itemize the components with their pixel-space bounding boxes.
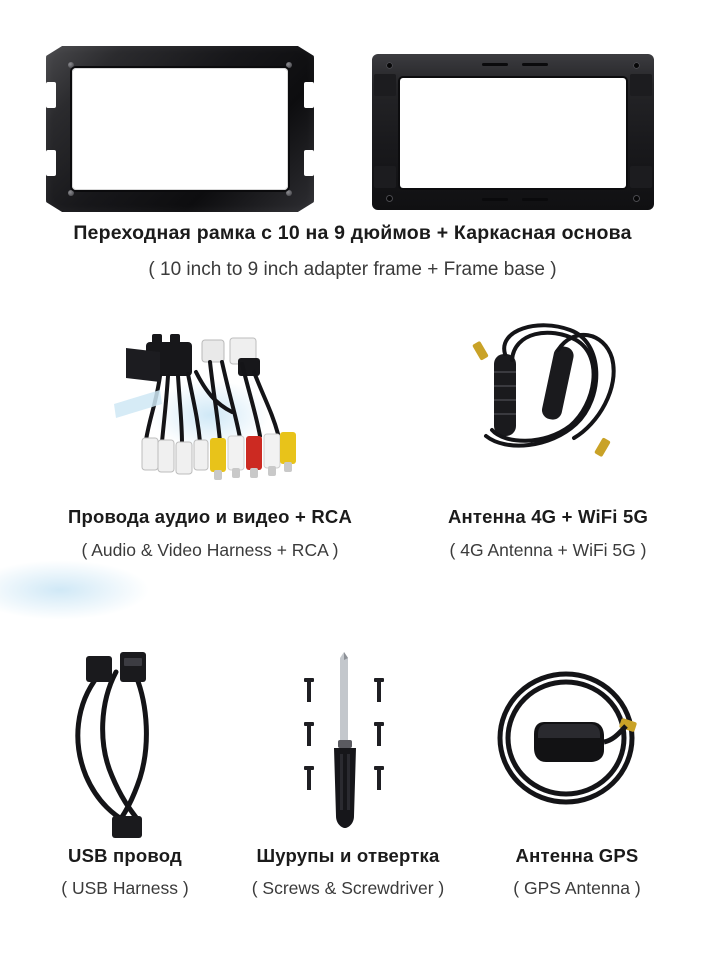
screws-screwdriver-label-en: ( Screws & Screwdriver ) <box>251 878 445 898</box>
antenna-4g-wifi-label-ru: Антенна 4G + WiFi 5G <box>447 506 649 527</box>
adapter-frame-label-ru: Переходная рамка с 10 на 9 дюймов + Каркасная основа <box>73 222 632 244</box>
item-gps-antenna <box>462 630 692 899</box>
audio-video-harness-label-ru: Провода аудио и видео + RCA <box>67 506 353 527</box>
section-harness-antenna <box>0 312 705 602</box>
frame-base-image <box>372 54 654 210</box>
section-accessories <box>0 630 705 970</box>
item-audio-video-harness <box>10 312 410 561</box>
item-antenna-4g-wifi <box>398 312 698 561</box>
frames-images <box>0 22 705 202</box>
antenna-4g-wifi-label-en: ( 4G Antenna + WiFi 5G ) <box>449 540 647 560</box>
adapter-frame-image <box>46 46 314 212</box>
gps-antenna-image <box>462 630 692 845</box>
usb-harness-label-en: ( USB Harness ) <box>61 878 189 898</box>
screws-screwdriver-image <box>228 630 468 845</box>
item-usb-harness <box>20 630 230 899</box>
section-frames <box>0 0 705 300</box>
antenna-4g-wifi-image <box>398 312 698 502</box>
gps-antenna-label-en: ( GPS Antenna ) <box>513 878 641 898</box>
screws-screwdriver-label-ru: Шурупы и отвертка <box>256 845 440 866</box>
usb-harness-image <box>20 630 230 845</box>
gps-antenna-label-ru: Антенна GPS <box>515 845 639 866</box>
audio-video-harness-label-en: ( Audio & Video Harness + RCA ) <box>81 540 339 560</box>
usb-harness-label-ru: USB провод <box>68 845 182 866</box>
audio-video-harness-image <box>10 312 410 502</box>
adapter-frame-label-en: ( 10 inch to 9 inch adapter frame + Frame base ) <box>148 259 557 280</box>
item-screws-screwdriver <box>228 630 468 899</box>
